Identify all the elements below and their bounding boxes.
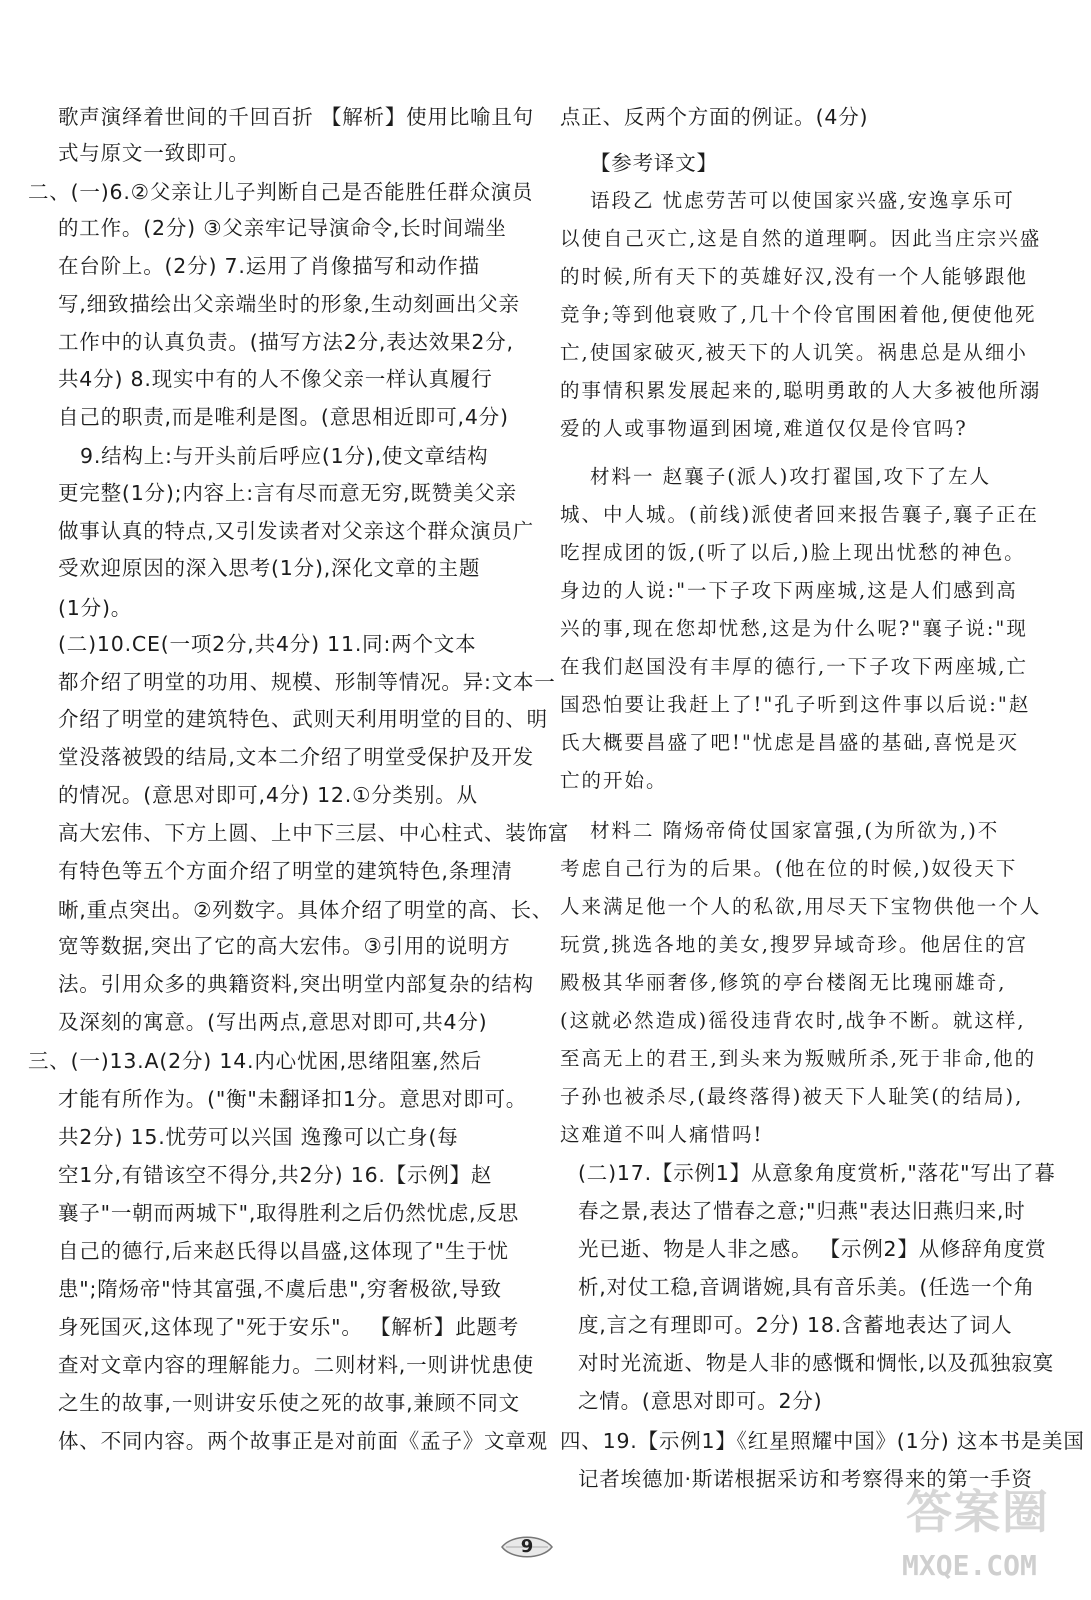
text-line: 【参考译文】 <box>590 151 718 175</box>
text-line: 歌声演绎着世间的千回百折 【解析】使用比喻且句 <box>58 105 534 129</box>
text-line: 体、不同内容。两个故事正是对前面《孟子》文章观 <box>58 1429 548 1453</box>
text-line: 三、(一)13.A(2分) 14.内心忧困,思绪阻塞,然后 <box>28 1049 483 1073</box>
text-line: 竞争;等到他衰败了,几十个伶官围困着他,便使他死 <box>560 303 1037 326</box>
text-line: 的时候,所有天下的英雄好汉,没有一个人能够跟他 <box>560 265 1028 288</box>
text-line: 氏大概要昌盛了吧!"忧虑是昌盛的基础,喜悦是灭 <box>560 731 1020 754</box>
text-line: 堂没落被毁的结局,文本二介绍了明堂受保护及开发 <box>58 745 534 769</box>
text-line: 材料一 赵襄子(派人)攻打翟国,攻下了左人 <box>590 465 992 488</box>
text-line: 查对文章内容的理解能力。二则材料,一则讲忧患使 <box>58 1353 534 1377</box>
text-line: 记者埃德加·斯诺根据采访和考察得来的第一手资 <box>578 1467 1033 1491</box>
watermark <box>902 1482 1082 1592</box>
text-line: 受欢迎原因的深入思考(1分),深化文章的主题 <box>58 556 481 580</box>
text-line: 至高无上的君王,到头来为叛贼所杀,死于非命,他的 <box>560 1047 1037 1070</box>
text-line: 患";隋炀帝"恃其富强,不虞后患",穷奢极欲,导致 <box>58 1277 502 1301</box>
text-line: 爱的人或事物逼到困境,难道仅仅是伶官吗? <box>560 417 968 440</box>
text-line: 法。引用众多的典籍资料,突出明堂内部复杂的结构 <box>58 972 534 996</box>
text-line: 都介绍了明堂的功用、规模、形制等情况。异:文本一 <box>58 670 556 694</box>
text-line: 式与原文一致即可。 <box>58 141 250 165</box>
text-line: 考虑自己行为的后果。(他在位的时候,)奴役天下 <box>560 857 1018 880</box>
text-line: 二、(一)6.②父亲让儿子判断自己是否能胜任群众演员 <box>28 180 534 204</box>
text-line: 这难道不叫人痛惜吗! <box>560 1123 764 1146</box>
text-line: 在台阶上。(2分) 7.运用了肖像描写和动作描 <box>58 254 481 278</box>
text-line: 写,细致描绘出父亲端坐时的形象,生动刻画出父亲 <box>58 292 520 316</box>
text-line: 光已逝、物是人非之感。 【示例2】从修辞角度赏 <box>578 1237 1047 1261</box>
text-line: 玩赏,挑选各地的美女,搜罗异域奇珍。他居住的宫 <box>560 933 1028 956</box>
text-line: 之情。(意思对即可。2分) <box>578 1389 823 1413</box>
text-line: (这就必然造成)徭役违背农时,战争不断。就这样, <box>560 1009 1026 1032</box>
text-line: (二)17.【示例1】从意象角度赏析,"落花"写出了暮 <box>578 1161 1056 1185</box>
text-line: 点正、反两个方面的例证。(4分) <box>560 105 869 129</box>
text-line: 工作中的认真负责。(描写方法2分,表达效果2分, <box>58 330 514 354</box>
text-line: (1分)。 <box>58 596 133 620</box>
text-line: 身死国灭,这体现了"死于安乐"。 【解析】此题考 <box>58 1315 520 1339</box>
text-line: 才能有所作为。("衡"未翻译扣1分。意思对即可。 <box>58 1087 528 1111</box>
text-line: 的工作。(2分) ③父亲牢记导演命令,长时间端坐 <box>58 216 507 240</box>
text-line: 在我们赵国没有丰厚的德行,一下子攻下两座城,亡 <box>560 655 1028 678</box>
text-line: 共4分) 8.现实中有的人不像父亲一样认真履行 <box>58 367 493 391</box>
text-line: 国恐怕要让我赶上了!"孔子听到这件事以后说:"赵 <box>560 693 1031 716</box>
text-line: 析,对仗工稳,音调谐婉,具有音乐美。(任选一个角 <box>578 1275 1035 1299</box>
text-line: 9.结构上:与开头前后呼应(1分),使文章结构 <box>80 444 489 468</box>
watermark-url: MXQE.COM <box>902 1549 1037 1582</box>
text-line: 亡的开始。 <box>560 769 668 792</box>
text-line: 殿极其华丽奢侈,修筑的亭台楼阁无比瑰丽雄奇, <box>560 971 1007 994</box>
text-line: 亡,使国家破灭,被天下的人讥笑。祸患总是从细小 <box>560 341 1028 364</box>
text-line: 介绍了明堂的建筑特色、武则天利用明堂的目的、明 <box>58 707 548 731</box>
text-line: 空1分,有错该空不得分,共2分) 16.【示例】赵 <box>58 1163 493 1187</box>
text-line: 子孙也被杀尽,(最终落得)被天下人耻笑(的结局), <box>560 1085 1024 1108</box>
text-line: 对时光流逝、物是人非的感慨和惆怅,以及孤独寂寞 <box>578 1351 1054 1375</box>
text-line: 更完整(1分);内容上:言有尽而意无穷,既赞美父亲 <box>58 481 517 505</box>
watermark-logo-text: 答案圈 <box>906 1485 1050 1539</box>
text-line: 的事情积累发展起来的,聪明勇敢的人大多被他所溺 <box>560 379 1042 402</box>
text-line: 自己的德行,后来赵氏得以昌盛,这体现了"生于忧 <box>58 1239 509 1263</box>
text-line: 做事认真的特点,又引发读者对父亲这个群众演员广 <box>58 519 534 543</box>
text-line: 人来满足他一个人的私欲,用尽天下宝物供他一个人 <box>560 895 1042 918</box>
text-line: 身边的人说:"一下子攻下两座城,这是人们感到高 <box>560 579 1018 602</box>
text-line: 城、中人城。(前线)派使者回来报告襄子,襄子正在 <box>560 503 1039 526</box>
text-line: 高大宏伟、下方上圆、上中下三层、中心柱式、装饰富 <box>58 821 570 845</box>
text-line: 有特色等五个方面介绍了明堂的建筑特色,条理清 <box>58 859 513 883</box>
text-line: 兴的事,现在您却忧愁,这是为什么呢?"襄子说:"现 <box>560 617 1028 640</box>
text-line: 材料二 隋炀帝倚仗国家富强,(为所欲为,)不 <box>590 819 1000 842</box>
text-line: 襄子"一朝而两城下",取得胜利之后仍然忧虑,反思 <box>58 1201 520 1225</box>
text-line: 之生的故事,一则讲安乐使之死的故事,兼顾不同文 <box>58 1391 520 1415</box>
text-line: 共2分) 15.忧劳可以兴国 逸豫可以亡身(每 <box>58 1125 459 1149</box>
page-number-badge <box>498 1532 556 1562</box>
text-line: 宽等数据,突出了它的高大宏伟。③引用的说明方 <box>58 934 511 958</box>
text-line: 语段乙 忧虑劳苦可以使国家兴盛,安逸享乐可 <box>590 189 1015 212</box>
text-line: 春之景,表达了惜春之意;"归燕"表达旧燕归来,时 <box>578 1199 1026 1223</box>
text-line: (二)10.CE(一项2分,共4分) 11.同:两个文本 <box>58 632 477 656</box>
text-line: 四、19.【示例1】《红星照耀中国》(1分) 这本书是美国 <box>560 1429 1085 1453</box>
text-line: 晰,重点突出。②列数字。具体介绍了明堂的高、长、 <box>58 898 554 922</box>
text-line: 以使自己灭亡,这是自然的道理啊。因此当庄宗兴盛 <box>560 227 1042 250</box>
text-line: 的情况。(意思对即可,4分) 12.①分类别。从 <box>58 783 478 807</box>
page-number: 9 <box>520 1536 534 1557</box>
text-line: 吃捏成团的饭,(听了以后,)脸上现出忧愁的神色。 <box>560 541 1026 564</box>
text-line: 自己的职责,而是唯利是图。(意思相近即可,4分) <box>58 405 509 429</box>
text-line: 及深刻的寓意。(写出两点,意思对即可,共4分) <box>58 1010 488 1034</box>
text-line: 度,言之有理即可。2分) 18.含蓄地表达了词人 <box>578 1313 1013 1337</box>
